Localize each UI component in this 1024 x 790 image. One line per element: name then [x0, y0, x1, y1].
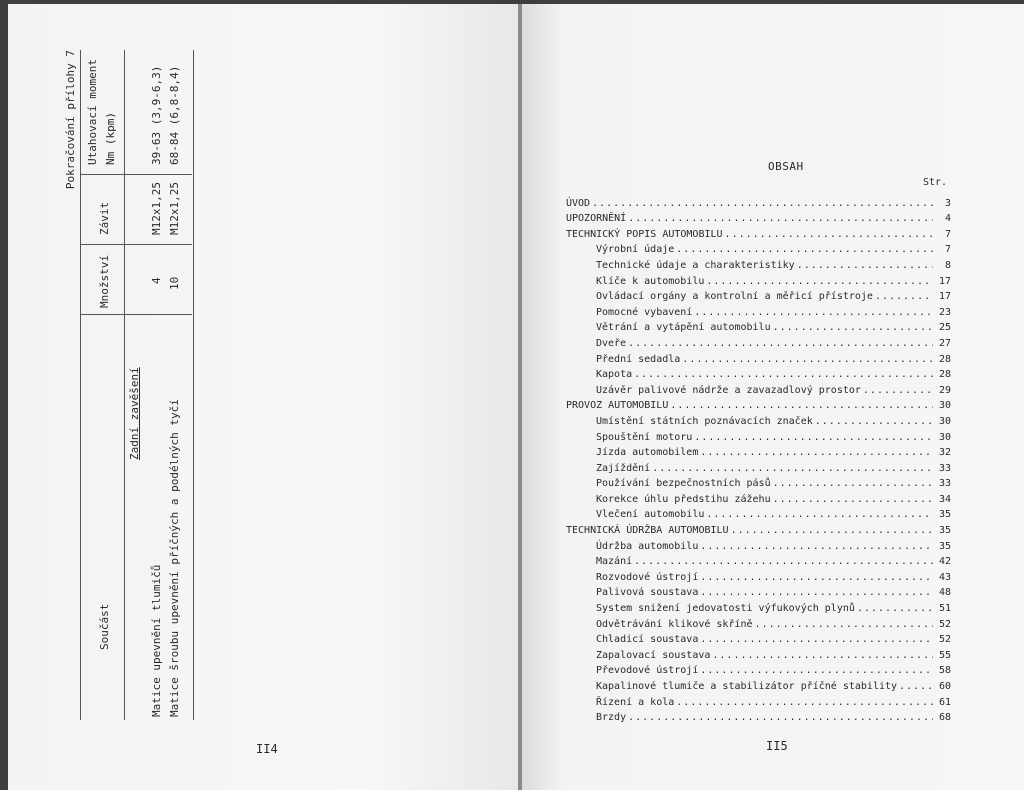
- toc-entry-page: 42: [938, 556, 951, 568]
- dot-leader: [698, 665, 933, 677]
- dot-leader: [590, 198, 933, 210]
- toc-entry: [566, 677, 951, 693]
- dot-leader: [704, 509, 933, 521]
- toc-entry-page: 35: [938, 525, 951, 537]
- torque-table-rotated: [66, 50, 201, 720]
- page-number-left: II4: [256, 742, 278, 756]
- toc-entry-page: 25: [938, 322, 951, 334]
- column-divider: [80, 314, 192, 315]
- dot-leader: [692, 432, 933, 444]
- row-torque: 68-84 (6,8-8,4): [168, 65, 181, 165]
- row-quantity: 4: [150, 277, 163, 284]
- toc-entry-page: 52: [938, 618, 951, 630]
- toc-entry: [566, 693, 951, 709]
- toc-entry: [566, 662, 951, 678]
- toc-entry-page: 33: [938, 462, 951, 474]
- toc-entry-page: 68: [938, 712, 951, 724]
- dot-leader: [674, 697, 933, 709]
- toc-entry: [566, 599, 951, 615]
- appendix-heading: Pokračování přílohy 7: [64, 50, 77, 190]
- toc-entry-label: Výrobní údaje: [596, 244, 675, 256]
- toc-entry-label: Spouštění motoru: [596, 431, 693, 443]
- header-torque: Utahovací moment: [86, 59, 99, 165]
- toc-entry-label: System snižení jedovatosti výfukových plynů: [596, 603, 855, 615]
- toc-entry-label: TECHNICKÝ POPIS AUTOMOBILU: [566, 228, 723, 240]
- row-thread: M12x1,25: [168, 182, 181, 235]
- toc-entry: [566, 521, 951, 537]
- dot-leader: [897, 681, 933, 693]
- toc-entry: [566, 444, 951, 460]
- toc-entry: [566, 397, 951, 413]
- toc-entry: [566, 646, 951, 662]
- header-thread: Závit: [98, 201, 111, 235]
- header-part: Součást: [98, 603, 111, 650]
- toc-entry-page: 30: [938, 400, 951, 412]
- toc-entry: [566, 210, 951, 226]
- toc-entry: [566, 241, 951, 257]
- toc-entry-label: Používání bezpečnostních pásů: [596, 478, 771, 490]
- toc-entry: [566, 506, 951, 522]
- table-header-divider: [124, 50, 125, 720]
- toc-entry-page: 43: [938, 571, 951, 583]
- toc-entry-label: Větrání a vytápění automobilu: [596, 322, 771, 334]
- toc-entry-page: 17: [938, 275, 951, 287]
- toc-entry-label: Odvětrávání klikové skříně: [596, 618, 753, 630]
- toc-entry-page: 61: [938, 696, 951, 708]
- row-quantity: 10: [168, 276, 181, 290]
- toc-entry-label: Korekce úhlu předstihu zážehu: [596, 493, 771, 505]
- dot-leader: [626, 338, 933, 350]
- dot-leader: [704, 276, 933, 288]
- toc-entry-page: 7: [944, 228, 951, 240]
- toc-entry-label: Jízda automobilem: [596, 447, 699, 459]
- toc-entry: [566, 475, 951, 491]
- toc-entry-page: 3: [944, 197, 951, 209]
- header-quantity: Množství: [98, 255, 111, 308]
- toc-entry-label: Převodové ústrojí: [596, 665, 699, 677]
- toc-entry-page: 30: [938, 431, 951, 443]
- toc-entry-label: Pomocné vybavení: [596, 306, 693, 318]
- dot-leader: [674, 244, 933, 256]
- toc-entry: [566, 319, 951, 335]
- dot-leader: [795, 260, 933, 272]
- toc-entry-label: Kapalinové tlumiče a stabilizátor příčné stability: [596, 681, 898, 692]
- toc-entry: [566, 631, 951, 647]
- toc-entry-page: 28: [938, 369, 951, 381]
- dot-leader: [813, 416, 933, 428]
- toc-entry: [566, 366, 951, 382]
- row-part: Matice upevnění tlumičů: [150, 564, 163, 717]
- toc-entry-label: ÚVOD: [566, 197, 591, 209]
- toc-entry: [566, 225, 951, 241]
- toc-entry-label: Umístění státních poznávacích značek: [596, 415, 813, 427]
- dot-leader: [632, 556, 933, 568]
- contents-list: [566, 194, 951, 724]
- dot-leader: [698, 541, 933, 553]
- toc-entry-page: 51: [938, 603, 951, 615]
- toc-entry: [566, 553, 951, 569]
- dot-leader: [729, 525, 933, 537]
- toc-entry-page: 17: [938, 291, 951, 303]
- dot-leader: [698, 587, 933, 599]
- dot-leader: [626, 712, 933, 724]
- page-column-label: Str.: [923, 177, 948, 188]
- dot-leader: [692, 307, 933, 319]
- toc-entry-page: 27: [938, 337, 951, 349]
- toc-entry-label: Brzdy: [596, 712, 627, 724]
- dot-leader: [855, 603, 933, 615]
- toc-entry: [566, 428, 951, 444]
- dot-leader: [698, 447, 933, 459]
- toc-entry: [566, 334, 951, 350]
- row-thread: M12x1,25: [150, 182, 163, 235]
- toc-entry-label: Uzávěr palivové nádrže a zavazadlový prostor: [596, 384, 861, 396]
- toc-entry-label: Zajíždění: [596, 462, 651, 474]
- toc-entry-label: PROVOZ AUTOMOBILU: [566, 400, 669, 412]
- dot-leader: [873, 291, 933, 303]
- dot-leader: [680, 354, 933, 366]
- toc-entry: [566, 272, 951, 288]
- toc-entry-label: Technické údaje a charakteristiky: [596, 259, 795, 271]
- toc-entry-page: 33: [938, 478, 951, 490]
- dot-leader: [771, 322, 933, 334]
- row-torque: 39-63 (3,9-6,3): [150, 65, 163, 165]
- toc-entry: [566, 350, 951, 366]
- dot-leader: [698, 634, 933, 646]
- toc-entry-page: 52: [938, 634, 951, 646]
- toc-entry-label: Řízení a kola: [596, 696, 675, 708]
- toc-entry: [566, 412, 951, 428]
- toc-entry-page: 23: [938, 306, 951, 318]
- column-divider: [80, 174, 192, 175]
- toc-entry-page: 7: [944, 244, 951, 256]
- toc-entry-page: 48: [938, 587, 951, 599]
- toc-entry-label: UPOZORNĚNÍ: [566, 213, 627, 225]
- toc-entry-page: 4: [944, 213, 951, 225]
- row-part: Matice šroubu upevnění příčných a podélných tyčí: [168, 399, 181, 717]
- toc-entry-page: 35: [938, 540, 951, 552]
- toc-entry-page: 30: [938, 415, 951, 427]
- toc-entry-page: 55: [938, 649, 951, 661]
- header-torque-units: Nm (kpm): [104, 112, 117, 165]
- section-label: Zadní zavěšení: [128, 367, 141, 460]
- toc-entry-label: Údržba automobilu: [596, 540, 699, 552]
- toc-entry-label: Rozvodové ústrojí: [596, 571, 699, 583]
- toc-entry-label: Zapalovací soustava: [596, 649, 711, 661]
- toc-entry-label: Přední sedadla: [596, 353, 681, 365]
- toc-entry: [566, 584, 951, 600]
- toc-entry-label: Palivová soustava: [596, 587, 699, 599]
- toc-entry-page: 58: [938, 665, 951, 677]
- toc-entry: [566, 459, 951, 475]
- toc-entry-page: 28: [938, 353, 951, 365]
- dot-leader: [626, 213, 933, 225]
- dot-leader: [771, 494, 933, 506]
- page-number-right: II5: [766, 739, 788, 753]
- dot-leader: [698, 572, 933, 584]
- toc-entry-page: 60: [938, 681, 951, 692]
- toc-entry-label: Ovládací orgány a kontrolní a měřicí přístroje: [596, 291, 873, 303]
- toc-entry-label: TECHNICKÁ ÚDRŽBA AUTOMOBILU: [566, 525, 729, 537]
- dot-leader: [771, 478, 933, 490]
- toc-entry: [566, 256, 951, 272]
- dot-leader: [710, 650, 933, 662]
- toc-entry-label: Klíče k automobilu: [596, 275, 705, 287]
- dot-leader: [650, 463, 933, 475]
- dot-leader: [632, 369, 933, 381]
- toc-entry-label: Chladicí soustava: [596, 634, 699, 646]
- dot-leader: [753, 619, 933, 631]
- toc-entry: [566, 709, 951, 725]
- contents-title: OBSAH: [768, 160, 804, 173]
- left-page: [8, 4, 520, 790]
- toc-entry: [566, 288, 951, 304]
- toc-entry-page: 35: [938, 509, 951, 521]
- toc-entry: [566, 381, 951, 397]
- toc-entry-label: Kapota: [596, 369, 633, 381]
- column-divider: [80, 244, 192, 245]
- toc-entry: [566, 568, 951, 584]
- dot-leader: [861, 385, 933, 397]
- toc-entry: [566, 490, 951, 506]
- right-page: [522, 4, 1024, 790]
- toc-entry-page: 34: [938, 493, 951, 505]
- toc-entry-page: 8: [944, 259, 951, 271]
- toc-entry-label: Dveře: [596, 337, 627, 349]
- toc-entry-page: 29: [938, 384, 951, 396]
- toc-entry-label: Vlečení automobilu: [596, 509, 705, 521]
- toc-entry-label: Mazání: [596, 556, 633, 568]
- dot-leader: [668, 400, 933, 412]
- dot-leader: [723, 229, 933, 241]
- toc-entry-page: 32: [938, 447, 951, 459]
- toc-entry: [566, 303, 951, 319]
- toc-entry: [566, 537, 951, 553]
- toc-entry: [566, 194, 951, 210]
- toc-entry: [566, 615, 951, 631]
